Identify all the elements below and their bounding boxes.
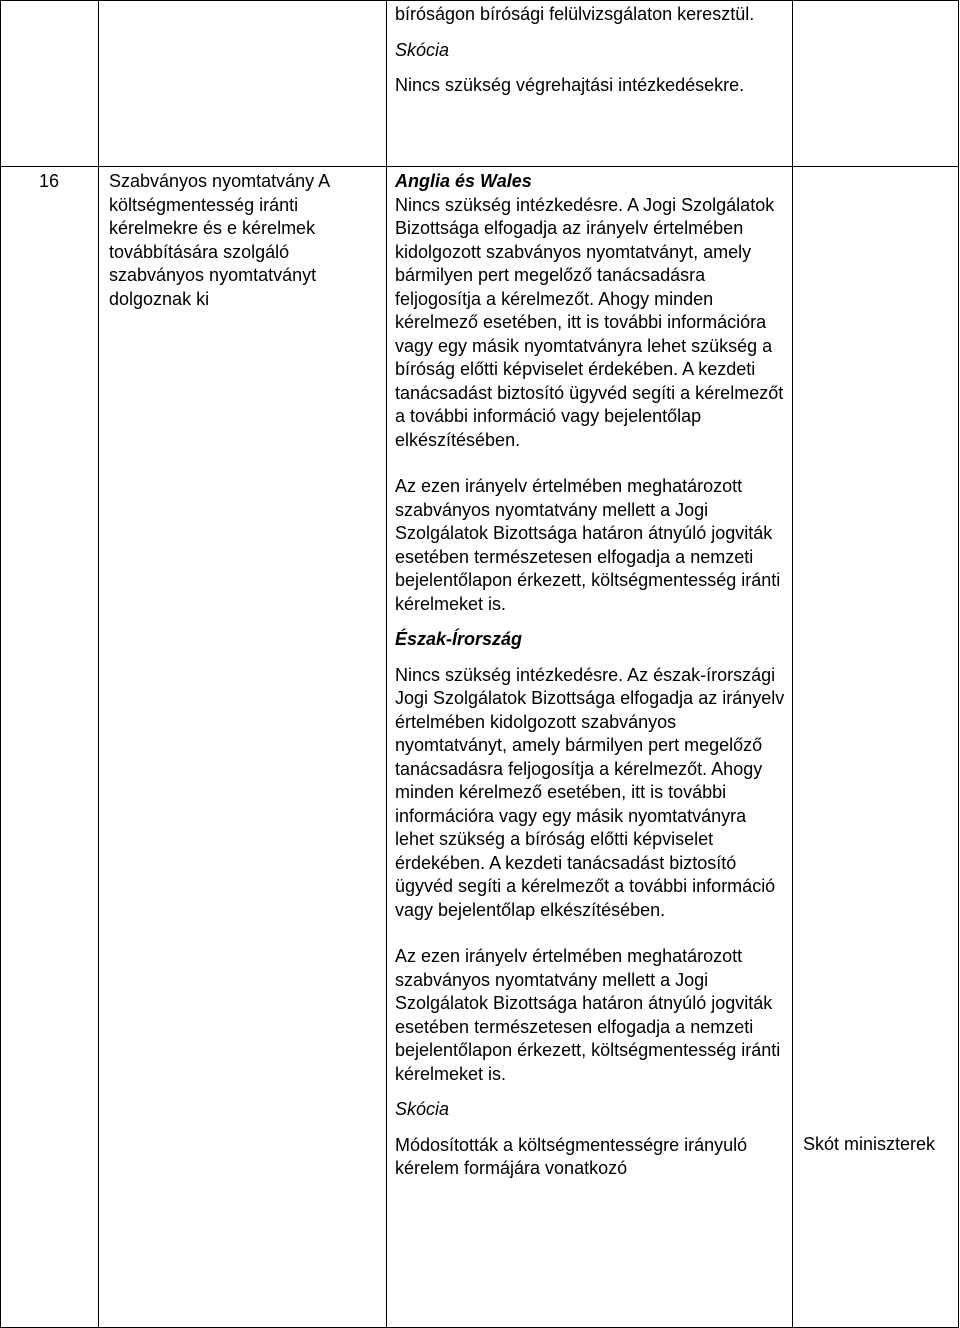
cell-number-empty	[1, 1, 99, 167]
region-heading-northern-ireland: Észak-Írország	[395, 629, 523, 649]
region-heading-scotland: Skócia	[395, 39, 450, 60]
cell-measures	[387, 1, 793, 167]
cell-description	[99, 167, 387, 1328]
region-heading-scotland: Skócia	[395, 1099, 450, 1119]
region-heading-england-wales: Anglia és Wales	[395, 171, 532, 191]
measures-text: bíróságon bírósági felülvizsgálaton keresztül.	[395, 4, 755, 24]
measures-text: Nincs szükség intézkedésre. Az észak-írországi Jogi Szolgálatok Bizottsága elfogadja az irányelv értelmében kidolgozott szabványos nyomtatványt, amely bármilyen pert megelőző tanácsadásra feljogosítja a kérelmezőt. Ahogy minden kérelmező esetében, itt is további információra vagy egy másik nyomtatványra lehet szükség a bíróság előtti képviselet érdekében. A kezdeti tanácsadást biztosító ügyvéd segíti a kérelmezőt a további információ vagy bejelentőlap elkészítésében.	[395, 664, 785, 920]
cell-number	[1, 167, 99, 1328]
cell-responsible	[793, 167, 959, 1328]
cell-responsible-empty	[793, 1, 959, 167]
measures-text: Nincs szükség végrehajtási intézkedésekre.	[395, 75, 745, 95]
cell-description-empty	[99, 1, 387, 167]
measures-text: Az ezen irányelv értelmében meghatározott szabványos nyomtatvány mellett a Jogi Szolgálatok Bizottsága határon átnyúló jogviták esetében természetesen elfogadja a nemzeti bejelentőlapon érkezett, költségmentesség iránti kérelmeket is.	[395, 946, 781, 1084]
cell-measures	[387, 167, 793, 1328]
provision-description: Szabványos nyomtatvány A költségmentesség iránti kérelmekre és e kérelmek továbbítására szolgáló szabványos nyomtatványt dolgoznak ki	[109, 171, 330, 309]
measures-text: Nincs szükség intézkedésre. A Jogi Szolgálatok Bizottsága elfogadja az irányelv értelmében kidolgozott szabványos nyomtatványt, amely bármilyen pert megelőző tanácsadásra feljogosítja a kérelmezőt. Ahogy minden kérelmező esetében, itt is további információra vagy egy másik nyomtatványra lehet szükség a bíróság előtti képviselet érdekében. A kezdeti tanácsadást biztosító ügyvéd segíti a kérelmezőt a további információ vagy bejelentőlap elkészítésében.	[395, 194, 784, 450]
table-row-16	[1, 167, 959, 1328]
table-row-continued	[1, 1, 959, 167]
measures-text: Az ezen irányelv értelmében meghatározott szabványos nyomtatvány mellett a Jogi Szolgálatok Bizottsága határon átnyúló jogviták esetében természetesen elfogadja a nemzeti bejelentőlapon érkezett, költségmentesség iránti kérelmeket is.	[395, 476, 781, 614]
row-number: 16	[39, 171, 60, 191]
measures-text: Módosították a költségmentességre irányuló kérelem formájára vonatkozó	[395, 1134, 748, 1178]
responsible-authority: Skót miniszterek	[803, 1134, 936, 1154]
